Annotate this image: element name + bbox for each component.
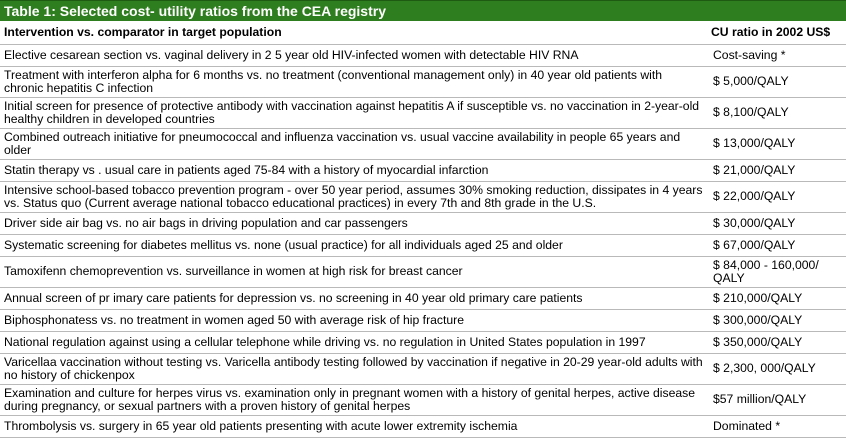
- table-title: Table 1: Selected cost- utility ratios from the CEA registry: [0, 0, 846, 21]
- table-row: [0, 310, 846, 332]
- table-row: [0, 129, 846, 160]
- ratio-cell: $ 21,000/QALY: [707, 160, 846, 182]
- ratio-cell: $ 350,000/QALY: [707, 332, 846, 354]
- intervention-cell: Tamoxifenn chemoprevention vs. surveillance in women at high risk for breast cancer: [0, 257, 707, 288]
- table-row: [0, 288, 846, 310]
- intervention-cell: National regulation against using a cellular telephone while driving vs. no regulation in United States population in 1997: [0, 332, 707, 354]
- ratio-cell: Cost-saving *: [707, 45, 846, 67]
- ratio-cell: $ 30,000/QALY: [707, 213, 846, 235]
- table-row: [0, 257, 846, 288]
- ratio-cell: Dominated *: [707, 416, 846, 438]
- intervention-cell: Varicellaa vaccination without testing vs. Varicella antibody testing followed by vaccination if negative in 20-29 year-old adults with no history of chickenpox: [0, 354, 707, 385]
- table-row: [0, 416, 846, 438]
- intervention-cell: Statin therapy vs . usual care in patients aged 75-84 with a history of myocardial infarction: [0, 160, 707, 182]
- ratio-cell: $57 million/QALY: [707, 385, 846, 416]
- ratio-cell: $ 300,000/QALY: [707, 310, 846, 332]
- table-row: [0, 98, 846, 129]
- intervention-cell: Thrombolysis vs. surgery in 65 year old patients presenting with acute lower extremity ischemia: [0, 416, 707, 438]
- intervention-cell: Combined outreach initiative for pneumococcal and influenza vaccination vs. usual vaccine availability in people 65 years and older: [0, 129, 707, 160]
- ratio-cell: $ 13,000/QALY: [707, 129, 846, 160]
- table-row: [0, 354, 846, 385]
- table-row: [0, 45, 846, 67]
- intervention-cell: Annual screen of pr imary care patients for depression vs. no screening in 40 year old primary care patients: [0, 288, 707, 310]
- table-row: [0, 332, 846, 354]
- table-row: [0, 385, 846, 416]
- intervention-cell: Systematic screening for diabetes mellitus vs. none (usual practice) for all individuals aged 25 and older: [0, 235, 707, 257]
- ratio-cell: $ 8,100/QALY: [707, 98, 846, 129]
- header-row: [0, 21, 846, 45]
- table-row: [0, 182, 846, 213]
- ratio-cell: $ 67,000/QALY: [707, 235, 846, 257]
- ratio-cell: $ 84,000 - 160,000/ QALY: [707, 257, 846, 288]
- intervention-cell: Biphosphonatess vs. no treatment in women aged 50 with average risk of hip fracture: [0, 310, 707, 332]
- intervention-cell: Intensive school-based tobacco prevention program - over 50 year period, assumes 30% smoking reduction, dissipates in 4 years vs. Status quo (Current average national tobacco educational practices) in every 7th and 8th grade in the U.S.: [0, 182, 707, 213]
- table-row: [0, 235, 846, 257]
- data-table: [0, 21, 846, 438]
- intervention-cell: Treatment with interferon alpha for 6 months vs. no treatment (conventional management only) in 40 year old patients with chronic hepatitis C infection: [0, 67, 707, 98]
- ratio-cell: $ 22,000/QALY: [707, 182, 846, 213]
- intervention-cell: Driver side air bag vs. no air bags in driving population and car passengers: [0, 213, 707, 235]
- ratio-cell: $ 5,000/QALY: [707, 67, 846, 98]
- intervention-cell: Initial screen for presence of protective antibody with vaccination against hepatitis A if susceptible vs. no vaccination in 2-year-old healthy children in developed countries: [0, 98, 707, 129]
- header-intervention: Intervention vs. comparator in target population: [0, 21, 707, 45]
- ratio-cell: $ 2,300, 000/QALY: [707, 354, 846, 385]
- intervention-cell: Elective cesarean section vs. vaginal delivery in 2 5 year old HIV-infected women with detectable HIV RNA: [0, 45, 707, 67]
- intervention-cell: Examination and culture for herpes virus vs. examination only in pregnant women with a history of genital herpes, active disease during pregnancy, or sexual partners with a proven history of genital herpes: [0, 385, 707, 416]
- header-cu-ratio: CU ratio in 2002 US$: [707, 21, 846, 45]
- table-row: [0, 213, 846, 235]
- table-row: [0, 160, 846, 182]
- ratio-cell: $ 210,000/QALY: [707, 288, 846, 310]
- table-row: [0, 67, 846, 98]
